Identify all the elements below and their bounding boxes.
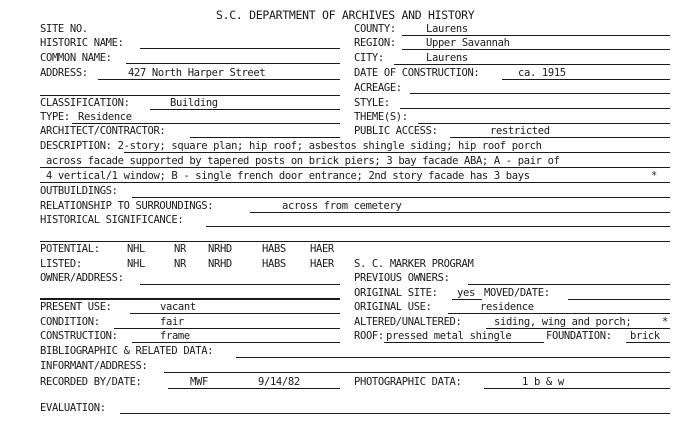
architect-label: ARCHITECT/CONTRACTOR: (40, 125, 166, 137)
divider-line (40, 95, 340, 96)
original-site-field[interactable] (452, 299, 482, 300)
moved-date-field[interactable] (568, 299, 670, 300)
region-value: Upper Savannah (426, 37, 510, 49)
informant-label: INFORMANT/ADDRESS: (40, 360, 148, 372)
significance-field[interactable] (206, 226, 670, 227)
evaluation-field[interactable] (120, 413, 670, 414)
description-line-1: DESCRIPTION: 2-story; square plan; hip roof; asbestos shingle siding; hip roof porch (40, 140, 542, 152)
significance-label: HISTORICAL SIGNIFICANCE: (40, 214, 184, 226)
recorded-by-value: MWF (190, 376, 208, 388)
date-field[interactable] (502, 79, 670, 80)
present-use-value: vacant (160, 301, 196, 313)
region-label: REGION: (354, 37, 396, 49)
public-access-field[interactable] (450, 137, 670, 138)
moved-date-label: MOVED/DATE: (484, 287, 550, 299)
construction-label: CONSTRUCTION: (40, 330, 118, 342)
altered-value: siding, wing and porch; (494, 316, 632, 328)
altered-label: ALTERED/UNALTERED: (354, 316, 462, 328)
historic-name-label: HISTORIC NAME: (40, 37, 124, 49)
original-site-label: ORIGINAL SITE: (354, 287, 438, 299)
type-value: Residence (78, 111, 132, 123)
photo-data-label: PHOTOGRAPHIC DATA: (354, 376, 462, 388)
potential-nhl[interactable]: NHL (127, 243, 145, 255)
original-use-value: residence (480, 301, 534, 313)
listed-nr[interactable]: NR (174, 258, 186, 270)
bibliographic-field[interactable] (236, 357, 670, 358)
description-field-3[interactable] (40, 182, 670, 183)
divider-line-2 (40, 299, 340, 300)
date-value: ca. 1915 (518, 67, 566, 79)
listed-label: LISTED: (40, 258, 82, 270)
evaluation-label: EVALUATION: (40, 402, 106, 414)
style-label: STYLE: (354, 97, 390, 109)
relationship-field[interactable] (250, 212, 670, 213)
recorded-date-value: 9/14/82 (258, 376, 300, 388)
listed-nhl[interactable]: NHL (127, 258, 145, 270)
themes-label: THEME(S): (354, 111, 408, 123)
county-label: COUNTY: (354, 23, 396, 35)
present-use-field[interactable] (130, 313, 340, 314)
public-access-value: restricted (490, 125, 550, 137)
listed-haer[interactable]: HAER (310, 258, 334, 270)
listed-habs[interactable]: HABS (262, 258, 286, 270)
region-field[interactable] (402, 49, 670, 50)
bibliographic-label: BIBLIOGRAPHIC & RELATED DATA: (40, 345, 214, 357)
listed-nrhd[interactable]: NRHD (208, 258, 232, 270)
public-access-label: PUBLIC ACCESS: (354, 125, 438, 137)
roof-label: ROOF: (354, 330, 384, 342)
description-line-3: 4 vertical/1 window; B - single french door entrance; 2nd story facade has 3 bays (46, 170, 530, 182)
address-value: 427 North Harper Street (128, 67, 266, 79)
description-line-2: across facade supported by tapered posts on brick piers; 3 bay facade ABA; A - pair of (46, 155, 560, 167)
description-asterisk: * (651, 170, 657, 182)
potential-nrhd[interactable]: NRHD (208, 243, 232, 255)
owner-label: OWNER/ADDRESS: (40, 272, 124, 284)
construction-field[interactable] (132, 342, 340, 343)
city-label: CITY: (354, 52, 384, 64)
site-no-label: SITE NO. (40, 23, 88, 35)
condition-value: fair (160, 316, 184, 328)
potential-label: POTENTIAL: (40, 243, 100, 255)
original-use-field[interactable] (448, 313, 670, 314)
potential-nr[interactable]: NR (174, 243, 186, 255)
themes-field[interactable] (418, 123, 670, 124)
altered-field[interactable] (486, 328, 670, 329)
roof-value: pressed metal shingle (386, 330, 512, 342)
form-title: S.C. DEPARTMENT OF ARCHIVES AND HISTORY (216, 8, 475, 22)
construction-value: frame (160, 330, 190, 342)
owner-field[interactable] (140, 284, 340, 285)
county-field[interactable] (402, 35, 670, 36)
previous-owners-label: PREVIOUS OWNERS: (354, 272, 450, 284)
relationship-label: RELATIONSHIP TO SURROUNDINGS: (40, 200, 214, 212)
informant-field[interactable] (164, 372, 670, 373)
potential-haer[interactable]: HAER (310, 243, 334, 255)
photo-data-value: 1 b & w (522, 376, 564, 388)
style-field[interactable] (400, 108, 670, 109)
description-field-2[interactable] (40, 167, 670, 168)
condition-label: CONDITION: (40, 316, 100, 328)
foundation-value: brick (630, 330, 660, 342)
significance-field-2[interactable] (40, 241, 670, 242)
recorded-by-field[interactable] (168, 388, 340, 389)
city-field[interactable] (394, 64, 670, 65)
marker-program-label: S. C. MARKER PROGRAM (354, 258, 474, 270)
acreage-label: ACREAGE: (354, 82, 402, 94)
photo-data-field[interactable] (484, 388, 670, 389)
address-label: ADDRESS: (40, 67, 88, 79)
foundation-field[interactable] (626, 342, 670, 343)
original-site-value: yes (457, 287, 475, 299)
present-use-label: PRESENT USE: (40, 301, 112, 313)
relationship-value: across from cemetery (282, 200, 402, 212)
classification-value: Building (170, 97, 218, 109)
type-field[interactable] (72, 123, 340, 124)
classification-field[interactable] (150, 109, 340, 110)
common-name-field[interactable] (126, 63, 340, 64)
date-label: DATE OF CONSTRUCTION: (354, 67, 480, 79)
foundation-label: FOUNDATION: (546, 330, 612, 342)
address-field[interactable] (98, 79, 340, 80)
recorded-by-label: RECORDED BY/DATE: (40, 376, 142, 388)
potential-habs[interactable]: HABS (262, 243, 286, 255)
city-value: Laurens (426, 52, 468, 64)
altered-asterisk: * (662, 316, 668, 328)
type-label: TYPE: (40, 111, 70, 123)
acreage-field[interactable] (410, 93, 670, 94)
common-name-label: COMMON NAME: (40, 52, 112, 64)
historic-name-field[interactable] (140, 48, 340, 49)
county-value: Laurens (426, 23, 468, 35)
roof-field[interactable] (384, 342, 544, 343)
architect-field[interactable] (190, 137, 340, 138)
outbuildings-field[interactable] (132, 197, 670, 198)
original-use-label: ORIGINAL USE: (354, 301, 432, 313)
condition-field[interactable] (114, 328, 340, 329)
classification-label: CLASSIFICATION: (40, 97, 130, 109)
previous-owners-field[interactable] (468, 284, 670, 285)
outbuildings-label: OUTBUILDINGS: (40, 185, 118, 197)
description-field-1[interactable] (124, 152, 670, 153)
